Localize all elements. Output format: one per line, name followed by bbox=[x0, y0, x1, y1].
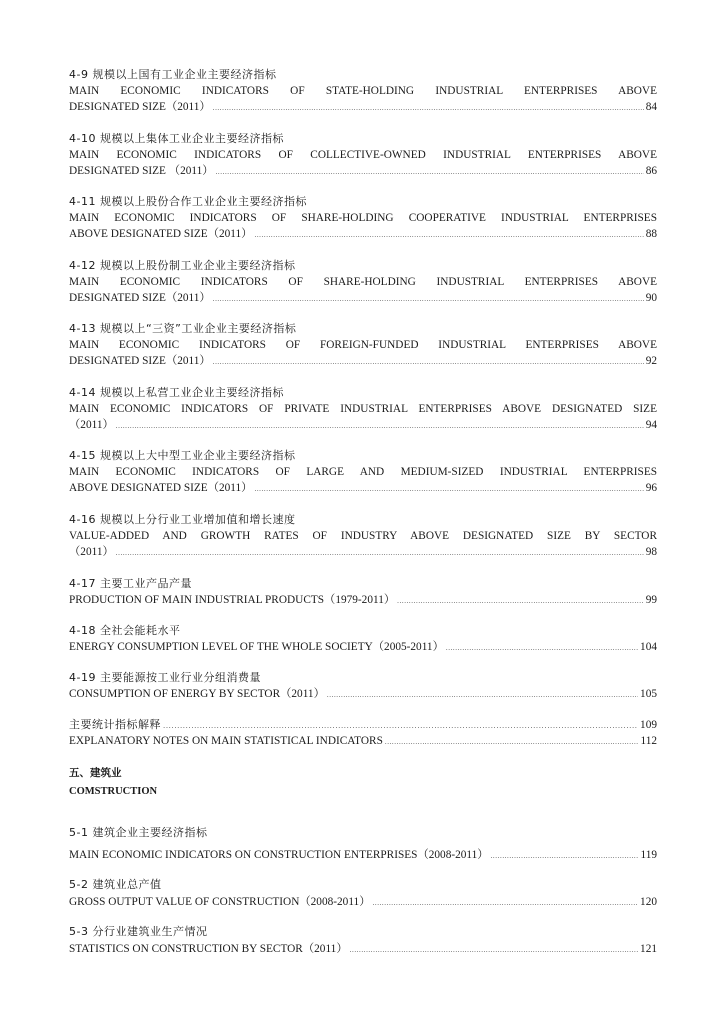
entry-cn-title: 4-18 全社会能耗水平 bbox=[69, 624, 181, 637]
page-number: 88 bbox=[645, 228, 657, 240]
dot-leader bbox=[116, 418, 644, 434]
dot-leader bbox=[327, 687, 638, 703]
toc-entry[interactable] bbox=[69, 194, 657, 242]
dot-leader bbox=[254, 481, 643, 497]
toc-entry[interactable] bbox=[69, 877, 657, 910]
dot-leader bbox=[254, 227, 643, 243]
entry-cn-title: 4-9 规模以上国有工业企业主要经济指标 bbox=[69, 68, 277, 81]
entry-en-title: MAIN ECONOMIC INDICATORS OF COLLECTIVE-OWNED INDUSTRIAL ENTERPRISES ABOVE bbox=[69, 149, 657, 161]
entry-en-title: MAIN ECONOMIC INDICATORS OF FOREIGN-FUNDED INDUSTRIAL ENTERPRISES ABOVE bbox=[69, 339, 657, 351]
entry-en-title: VALUE-ADDED AND GROWTH RATES OF INDUSTRY ABOVE DESIGNATED SIZE BY SECTOR bbox=[69, 530, 657, 542]
toc-entry[interactable] bbox=[69, 67, 657, 115]
entry-en-title: STATISTICS ON CONSTRUCTION BY SECTOR（2011） bbox=[69, 943, 348, 955]
dot-leader bbox=[213, 100, 644, 116]
dot-leader bbox=[163, 718, 638, 734]
entry-en-title: MAIN ECONOMIC INDICATORS OF SHARE-HOLDING COOPERATIVE INDUSTRIAL ENTERPRISES bbox=[69, 212, 657, 224]
entry-en-title: GROSS OUTPUT VALUE OF CONSTRUCTION（2008-2011） bbox=[69, 896, 371, 908]
page-number: 120 bbox=[640, 896, 657, 908]
entry-cn-title: 4-14 规模以上私营工业企业主要经济指标 bbox=[69, 386, 284, 399]
section-heading-en: COMSTRUCTION bbox=[69, 786, 158, 797]
page-number: 98 bbox=[645, 546, 657, 558]
toc-entry[interactable] bbox=[69, 670, 657, 702]
entry-en-title: MAIN ECONOMIC INDICATORS OF SHARE-HOLDING INDUSTRIAL ENTERPRISES ABOVE bbox=[69, 276, 657, 288]
toc-entry[interactable] bbox=[69, 385, 657, 433]
entry-cn-title: 5-1 建筑企业主要经济指标 bbox=[69, 826, 208, 839]
entry-en-title-cont: （2011） bbox=[69, 419, 114, 431]
toc-entry[interactable] bbox=[69, 512, 657, 560]
entry-cn-title: 4-19 主要能源按工业行业分组消费量 bbox=[69, 671, 261, 684]
entry-cn-title: 主要统计指标解释 bbox=[69, 718, 161, 731]
dot-leader bbox=[385, 734, 639, 750]
page-number: 112 bbox=[640, 735, 657, 747]
entry-en-title: MAIN ECONOMIC INDICATORS ON CONSTRUCTION ENTERPRISES（2008-2011） bbox=[69, 849, 489, 861]
entry-en-title-cont: DESIGNATED SIZE（2011） bbox=[69, 101, 211, 113]
toc-entry-notes[interactable] bbox=[69, 717, 657, 749]
page-number: 121 bbox=[640, 943, 657, 955]
entry-en-title-cont: ABOVE DESIGNATED SIZE（2011） bbox=[69, 228, 253, 240]
page-number: 94 bbox=[645, 419, 657, 431]
entry-cn-title: 4-15 规模以上大中型工业企业主要经济指标 bbox=[69, 449, 296, 462]
entry-en-title: MAIN ECONOMIC INDICATORS OF PRIVATE INDUSTRIAL ENTERPRISES ABOVE DESIGNATED SIZE bbox=[69, 403, 657, 415]
dot-leader bbox=[350, 942, 638, 958]
entry-en-title: CONSUMPTION OF ENERGY BY SECTOR（2011） bbox=[69, 688, 325, 700]
page-number: 119 bbox=[640, 849, 657, 861]
entry-en-title-cont: （2011） bbox=[69, 546, 114, 558]
toc-entry[interactable] bbox=[69, 576, 657, 608]
toc-entry[interactable] bbox=[69, 258, 657, 306]
dot-leader bbox=[491, 848, 639, 864]
page-number: 104 bbox=[640, 641, 657, 653]
entry-cn-title: 5-2 建筑业总产值 bbox=[69, 878, 162, 891]
page-number: 105 bbox=[640, 688, 657, 700]
page-number: 99 bbox=[645, 594, 657, 606]
entry-en-title: MAIN ECONOMIC INDICATORS OF STATE-HOLDING INDUSTRIAL ENTERPRISES ABOVE bbox=[69, 85, 657, 97]
entry-en-title: ENERGY CONSUMPTION LEVEL OF THE WHOLE SOCIETY（2005-2011） bbox=[69, 641, 444, 653]
toc-entry[interactable] bbox=[69, 131, 657, 179]
entry-en-title: EXPLANATORY NOTES ON MAIN STATISTICAL INDICATORS bbox=[69, 735, 383, 747]
dot-leader bbox=[216, 164, 644, 180]
entry-cn-title: 5-3 分行业建筑业生产情况 bbox=[69, 925, 208, 938]
entry-cn-title: 4-17 主要工业产品产量 bbox=[69, 577, 192, 590]
dot-leader bbox=[397, 593, 644, 609]
page-number: 84 bbox=[645, 101, 657, 113]
entry-cn-title: 4-10 规模以上集体工业企业主要经济指标 bbox=[69, 132, 284, 145]
page-number: 109 bbox=[640, 719, 657, 731]
entry-en-title-cont: DESIGNATED SIZE（2011） bbox=[69, 292, 211, 304]
entry-en-title-cont: DESIGNATED SIZE（2011） bbox=[69, 355, 211, 367]
toc-entry[interactable] bbox=[69, 448, 657, 496]
entry-cn-title: 4-11 规模以上股份合作工业企业主要经济指标 bbox=[69, 195, 307, 208]
entry-cn-title: 4-13 规模以上“三资”工业企业主要经济指标 bbox=[69, 322, 297, 335]
page-number: 86 bbox=[645, 165, 657, 177]
page-number: 90 bbox=[645, 292, 657, 304]
page-number: 92 bbox=[645, 355, 657, 367]
entry-en-title: PRODUCTION OF MAIN INDUSTRIAL PRODUCTS（1979-2011） bbox=[69, 594, 396, 606]
toc-entry[interactable] bbox=[69, 825, 657, 863]
section-heading-cn: 五、建筑业 bbox=[69, 767, 122, 779]
dot-leader bbox=[116, 545, 644, 561]
dot-leader bbox=[213, 354, 644, 370]
entry-en-title: MAIN ECONOMIC INDICATORS OF LARGE AND MEDIUM-SIZED INDUSTRIAL ENTERPRISES bbox=[69, 466, 657, 478]
toc-entry[interactable] bbox=[69, 321, 657, 369]
dot-leader bbox=[446, 640, 638, 656]
toc-entry[interactable] bbox=[69, 623, 657, 655]
toc-entry[interactable] bbox=[69, 924, 657, 957]
dot-leader bbox=[373, 895, 639, 911]
entry-cn-title: 4-16 规模以上分行业工业增加值和增长速度 bbox=[69, 513, 296, 526]
entry-cn-title: 4-12 规模以上股份制工业企业主要经济指标 bbox=[69, 259, 296, 272]
page-number: 96 bbox=[645, 482, 657, 494]
entry-en-title-cont: DESIGNATED SIZE （2011） bbox=[69, 165, 214, 177]
entry-en-title-cont: ABOVE DESIGNATED SIZE（2011） bbox=[69, 482, 253, 494]
dot-leader bbox=[213, 291, 644, 307]
